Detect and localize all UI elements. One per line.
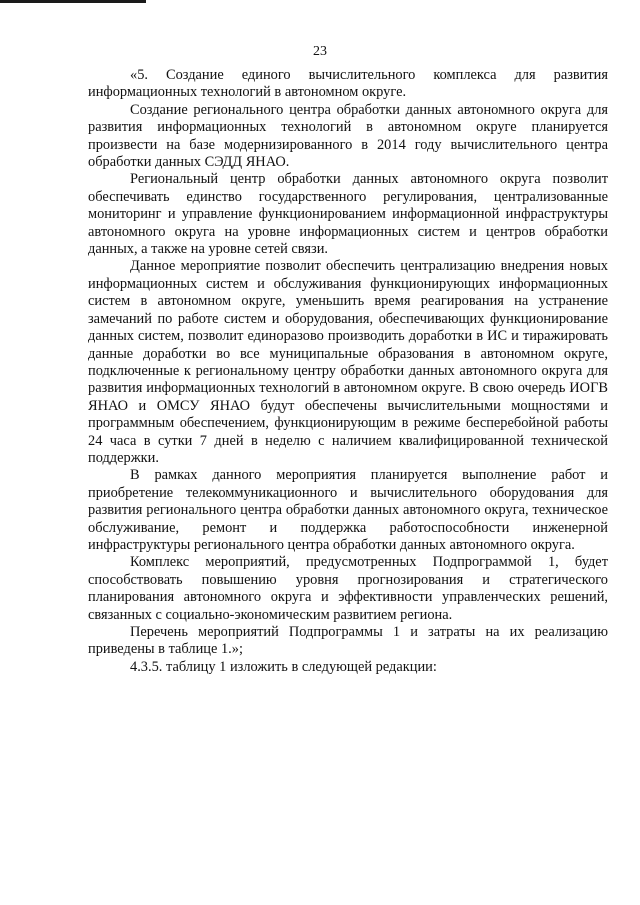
paragraph-subprogram-effect: Комплекс мероприятий, предусмотренных Подпрограммой 1, будет способствовать повышению уровня прогнозирования и стратегического планирования автономного округа и эффективности управленческих решений, связанных с социально-экономическим развитием региона. <box>88 554 608 623</box>
paragraph-centralization-benefits: Данное мероприятие позволит обеспечить централизацию внедрения новых информационных систем и обслуживания функционирующих информационных систем в автономном округе, уменьшить время реагирования на устранение замечаний по работе систем и оборудования, обеспечивающих функционирование данных систем, позволит единоразово производить доработки в ИС и тиражировать данные доработки во все муниципальные образования в автономном округе, подключенные к региональному центру обработки данных автономного округа для развития информационных технологий в автономном округе. В свою очередь ИОГВ ЯНАО и ОМСУ ЯНАО будут обеспечены вычислительными мощностями и программным обеспечением, функционирующим в режиме бесперебойной работы 24 часа в сутки 7 дней в неделю с наличием квалифицированной технической поддержки. <box>88 258 608 466</box>
document-body <box>88 67 608 676</box>
paragraph-regional-center-purpose: Региональный центр обработки данных автономного округа позволит обеспечивать единство государственного регулирования, централизованные мониторинг и управление функционированием информационной инфраструктуры автономного округа на уровне информационных систем и центров обработки данных, а также на уровне сетей связи. <box>88 171 608 258</box>
paragraph-section-heading: «5. Создание единого вычислительного комплекса для развития информационных технологий в автономном округе. <box>88 67 608 101</box>
paragraph-planned-works: В рамках данного мероприятия планируется выполнение работ и приобретение телекоммуникационного и вычислительного оборудования для развития регионального центра обработки данных автономного округа, техническое обслуживание, ремонт и поддержка работоспособности инженерной инфраструктуры регионального центра обработки данных автономного округа. <box>88 467 608 553</box>
page-number: 23 <box>313 44 327 59</box>
paragraph-table-reference: Перечень мероприятий Подпрограммы 1 и затраты на их реализацию приведены в таблице 1.»; <box>88 624 608 658</box>
paragraph-regional-center-creation: Создание регионального центра обработки данных автономного округа для развития информационных технологий в автономном округе планируется произвести на базе модернизированного в 2014 году вычислительного центра обработки данных СЭДД ЯНАО. <box>88 101 608 171</box>
top-edge-rule <box>0 0 146 3</box>
paragraph-amendment-instruction: 4.3.5. таблицу 1 изложить в следующей редакции: <box>130 658 437 675</box>
